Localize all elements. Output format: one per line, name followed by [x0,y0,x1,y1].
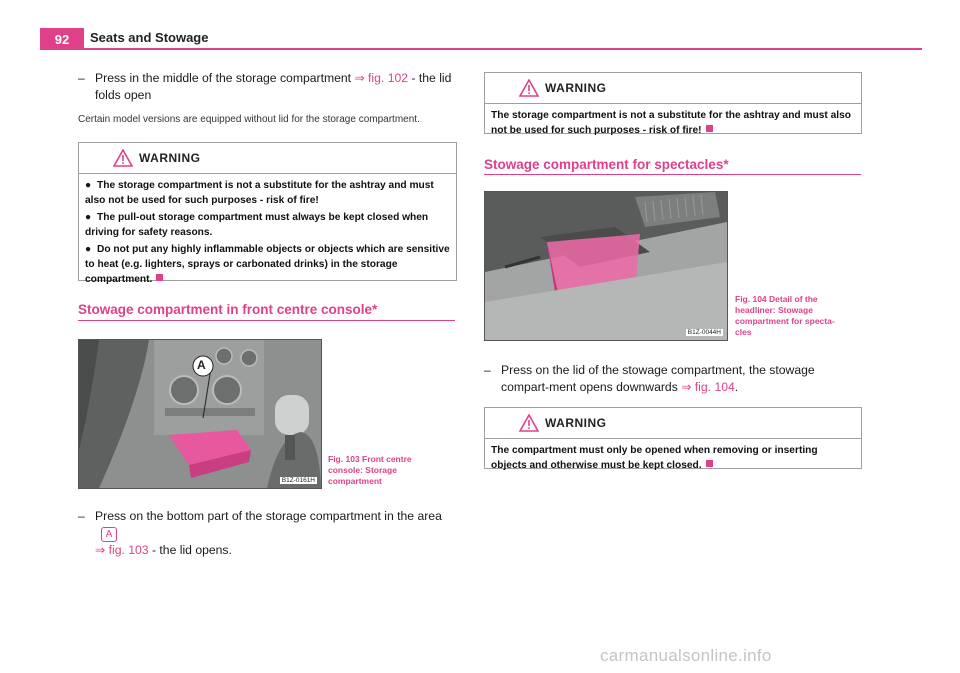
warning-title: WARNING [139,151,201,165]
end-of-section-mark [156,274,163,281]
figure-code: B1Z-0044H [687,329,721,336]
warning-header [79,143,456,174]
figure-104-image [484,191,728,341]
figure-reference-link[interactable]: ⇒ fig. 104 [681,380,735,394]
step-text: Press on the lid of the stowage compartment, the stowage compart-ment opens downwards [501,363,815,394]
step-text: Press in the middle of the storage compartment [95,71,355,85]
figure-reference-link[interactable]: ⇒ fig. 103 [95,543,149,557]
callout-a-badge: A [101,527,117,542]
header-rule [40,48,922,50]
instruction-step-2 [78,508,458,559]
section-title-spectacles: Stowage compartment for spectacles* [484,157,729,172]
step-text-end: . [734,380,739,394]
warning-box-3 [484,407,862,469]
model-note: Certain model versions are equipped without lid for the storage compartment. [78,114,420,125]
step-text: Press on the bottom part of the storage compartment in the area [95,509,442,523]
step-text-end: - the lid folds open [95,71,452,102]
instruction-step-3 [484,362,864,396]
end-of-section-mark [706,125,713,132]
figure-code: B1Z-0161H [281,477,315,484]
warning-item-text: The pull-out storage compartment must always be kept closed when driving for safety reasons. [85,212,429,238]
warning-text: The compartment must only be opened when removing or inserting objects and otherwise must be kept closed. [491,445,818,471]
watermark: carmanualsonline.info [600,646,772,665]
warning-body [485,104,861,144]
warning-item-text: Do not put any highly inflammable objects or objects which are sensitive to heat (e.g. lighters, sprays or carbonated drinks) in the storage compartment. [85,244,450,285]
section-title-centre-console: Stowage compartment in front centre console* [78,302,378,317]
warning-triangle-icon [519,79,539,97]
warning-box-1 [78,142,457,285]
warning-title: WARNING [545,81,607,95]
chapter-title: Seats and Stowage [90,30,209,45]
warning-header [485,408,861,439]
warning-item-text: The storage compartment is not a substitute for the ashtray and must also not be used for such purposes - risk of fire! [85,180,434,206]
page-number: 92 [40,28,84,50]
warning-text: The storage compartment is not a substitute for the ashtray and must also not be used for such purposes - risk of fire! [491,110,852,136]
headliner-spectacles-illustration [485,192,727,340]
bullet-icon: ● [85,212,92,223]
bullet-icon: ● [85,180,92,191]
warning-triangle-icon [113,149,133,167]
section-rule [78,320,455,321]
figure-103-caption: Fig. 103 Front centre console: Storage compartment [328,454,412,486]
end-of-section-mark [706,460,713,467]
warning-header [485,73,861,104]
step-dash: – [78,509,85,523]
instruction-step-1 [78,70,458,104]
warning-triangle-icon [519,414,539,432]
figure-103-image [78,339,322,489]
warning-title: WARNING [545,416,607,430]
figure-label-a: A [197,358,206,372]
warning-item [85,242,450,287]
warning-item [85,178,450,208]
bullet-icon: ● [85,244,92,255]
step-dash: – [78,71,85,85]
step-dash: – [484,363,491,377]
figure-104-caption: Fig. 104 Detail of the headliner: Stowage compartment for specta-cles [735,294,835,337]
warning-body [485,439,861,479]
warning-item [85,210,450,240]
warning-box-2 [484,72,862,134]
warning-body [79,174,456,295]
step-text-end: - the lid opens. [148,543,232,557]
figure-reference-link[interactable]: ⇒ fig. 102 [354,71,409,85]
section-rule [484,174,861,175]
